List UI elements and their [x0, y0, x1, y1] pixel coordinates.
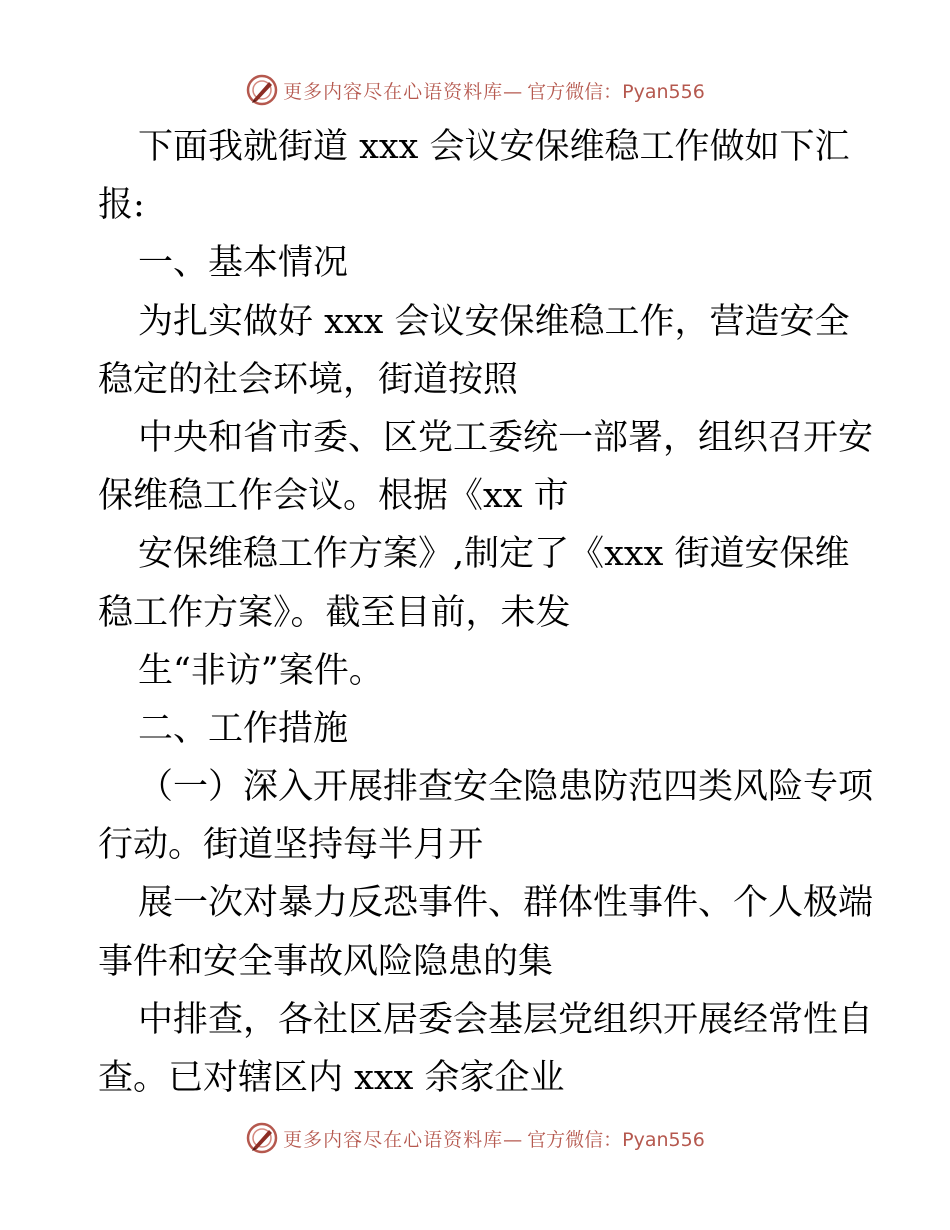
- pen-logo-icon: [245, 73, 279, 107]
- paragraph-line: 安保维稳工作方案》,制定了《xxx 街道安保维: [138, 534, 850, 575]
- paragraph-line: 事件和安全事故风险隐患的集: [98, 941, 554, 982]
- header-watermark: [0, 70, 950, 110]
- watermark-contact: 官方微信：Pyan556: [527, 80, 705, 103]
- paragraph-line: 下面我就街道 xxx 会议安保维稳工作做如下汇: [138, 127, 850, 167]
- pen-logo-icon: [245, 1121, 279, 1155]
- paragraph-line: 行动。街道坚持每半月开: [98, 825, 484, 866]
- document-body: [98, 118, 874, 1107]
- paragraph-line: 展一次对暴力反恐事件、群体性事件、个人极端: [138, 883, 874, 924]
- footer-watermark: [0, 1118, 950, 1158]
- watermark-text: 更多内容尽在心语资料库—: [283, 80, 524, 103]
- paragraph-line: 报:: [98, 185, 145, 226]
- paragraph-line: 生“非访”案件。: [138, 650, 384, 691]
- paragraph-line: 保维稳工作会议。根据《xx 市: [98, 476, 569, 517]
- subsection-heading: （一）深入开展排查安全隐患防范四类风险专项: [138, 767, 874, 808]
- paragraph-line: 为扎实做好 xxx 会议安保维稳工作，营造安全: [138, 301, 850, 342]
- section-heading: 一、基本情况: [138, 243, 349, 284]
- paragraph-line: 稳定的社会环境，街道按照: [98, 359, 519, 400]
- paragraph-line: 查。已对辖区内 xxx 余家企业: [98, 1058, 565, 1098]
- section-heading: 二、工作措施: [138, 708, 349, 749]
- watermark-contact: 官方微信：Pyan556: [527, 1128, 705, 1151]
- watermark-text: 更多内容尽在心语资料库—: [283, 1128, 524, 1151]
- paragraph-line: 中排查，各社区居委会基层党组织开展经常性自: [138, 999, 874, 1040]
- paragraph-line: 稳工作方案》。截至目前，未发: [98, 592, 571, 633]
- paragraph-line: 中央和省市委、区党工委统一部署，组织召开安: [138, 417, 874, 458]
